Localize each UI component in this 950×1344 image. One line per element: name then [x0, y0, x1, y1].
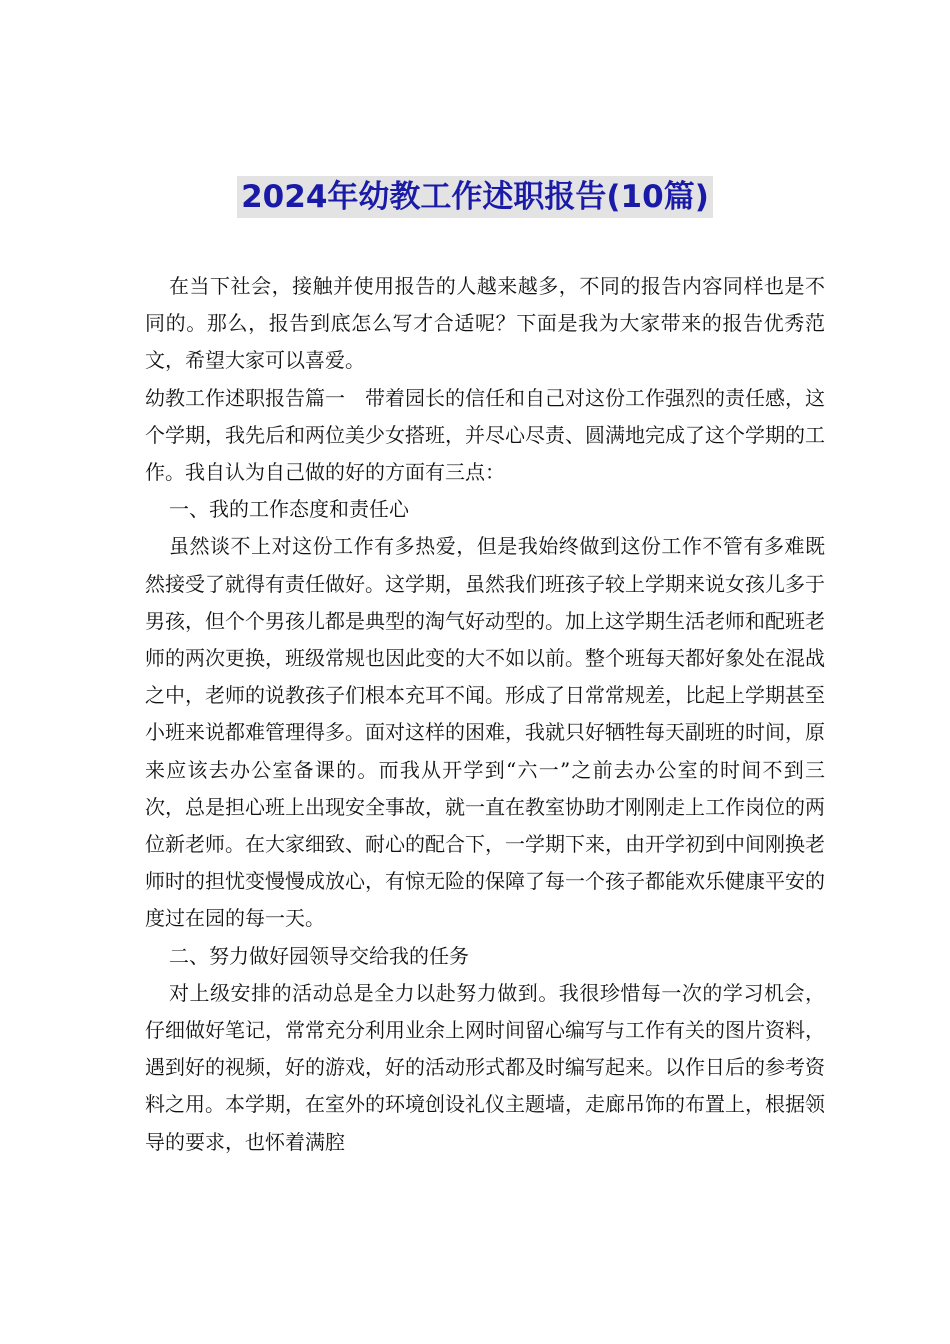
heading-leadership-tasks: 二、努力做好园领导交给我的任务 [169, 943, 469, 968]
heading-work-attitude: 一、我的工作态度和责任心 [169, 497, 409, 522]
document-body [145, 268, 825, 1161]
paragraph-intro: 在当下社会，接触并使用报告的人越来越多，不同的报告内容同样也是不同的。那么，报告到底怎么写才合适呢？下面是我为大家带来的报告优秀范文，希望大家可以喜爱。 [145, 274, 825, 373]
paragraph-leadership-tasks: 对上级安排的活动总是全力以赴努力做到。我很珍惜每一次的学习机会，仔细做好笔记，常常充分利用业余上网时间留心编写与工作有关的图片资料，遇到好的视频，好的游戏，好的活动形式都及时编写起来。以作日后的参考资料之用。本学期，在室外的环境创设礼仪主题墙，走廊吊饰的布置上，根据领导的要求，也怀着满腔 [145, 980, 825, 1154]
document-title: 2024年幼教工作述职报告(10篇) [237, 176, 713, 218]
title-container [0, 176, 950, 218]
paragraph-work-attitude: 虽然谈不上对这份工作有多热爱，但是我始终做到这份工作不管有多难既然接受了就得有责任做好。这学期，虽然我们班孩子较上学期来说女孩儿多于男孩，但个个男孩儿都是典型的淘气好动型的。加上这学期生活老师和配班老师的两次更换，班级常规也因此变的大不如以前。整个班每天都好象处在混战之中，老师的说教孩子们根本充耳不闻。形成了日常常规差，比起上学期甚至小班来说都难管理得多。面对这样的困难，我就只好牺牲每天副班的时间，原来应该去办公室备课的。而我从开学到“六一”之前去办公室的时间不到三次，总是担心班上出现安全事故，就一直在教室协助才刚刚走上工作岗位的两位新老师。在大家细致、耐心的配合下，一学期下来，由开学初到中间刚换老师时的担忧变慢慢成放心，有惊无险的保障了每一个孩子都能欢乐健康平安的度过在园的每一天。 [145, 534, 825, 931]
paragraph-section-one-intro: 幼教工作述职报告篇一 带着园长的信任和自己对这份工作强烈的责任感，这个学期，我先后和两位美少女搭班，并尽心尽责、圆满地完成了这个学期的工作。我自认为自己做的好的方面有三点： [145, 385, 825, 485]
